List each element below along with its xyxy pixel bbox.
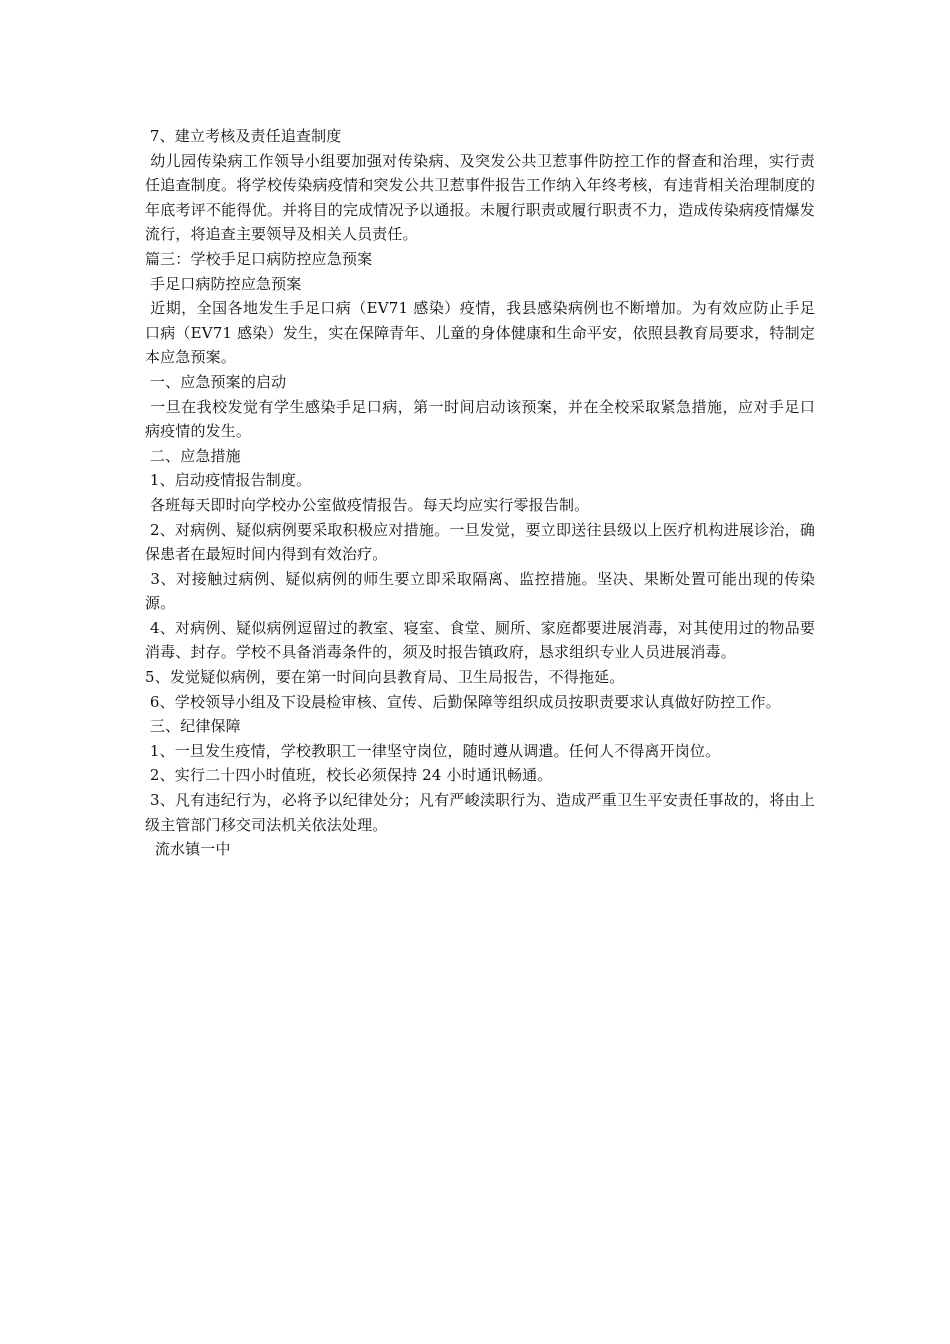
section-heading-3: 三、纪律保障: [145, 717, 241, 736]
article-title: 篇三：学校手足口病防控应急预案: [145, 249, 373, 268]
list-item-2: 2、对病例、疑似病例要采取积极应对措施。一旦发觉，要立即送往县级以上医疗机构进展诊治，确保患者在最短时间内得到有效治疗。: [145, 520, 815, 564]
paragraph-accountability: 幼儿园传染病工作领导小组要加强对传染病、及突发公共卫惹事件防控工作的督查和治理，实行责任追查制度。将学校传染病疫情和突发公共卫惹事件报告工作纳入年终考核，有违背相关治理制度的年底考评不能得优。并将目的完成情况予以通报。未履行职责或履行职责不力，造成传染病疫情爆发流行，将追查主要领导及相关人员责任。: [145, 151, 815, 244]
paragraph-daily-report: 各班每天即时向学校办公室做疫情报告。每天均应实行零报告制。: [145, 495, 590, 514]
plan-title: 手足口病防控应急预案: [145, 274, 302, 293]
list-item-4: 4、对病例、疑似病例逗留过的教室、寝室、食堂、厕所、家庭都要进展消毒，对其使用过的物品要消毒、封存。学校不具备消毒条件的，须及时报告镇政府，恳求组织专业人员进展消毒。: [145, 618, 815, 662]
list-item-6: 6、学校领导小组及下设晨检审核、宣传、后勤保障等组织成员按职责要求认真做好防控工作。: [145, 692, 781, 711]
discipline-item-1: 1、一旦发生疫情，学校教职工一律坚守岗位，随时遵从调遣。任何人不得离开岗位。: [145, 741, 721, 760]
discipline-item-3: 3、凡有违纪行为，必将予以纪律处分；凡有严峻渎职行为、造成严重卫生平安责任事故的，将由上级主管部门移交司法机关依法处理。: [145, 791, 815, 834]
signature-school-name: 流水镇一中: [145, 840, 231, 859]
document-body: [145, 124, 815, 862]
paragraph-activation: 一旦在我校发觉有学生感染手足口病，第一时间启动该预案，并在全校采取紧急措施，应对手足口病疫情的发生。: [145, 397, 815, 441]
list-item-5: 5、发觉疑似病例，要在第一时间向县教育局、卫生局报告，不得拖延。: [145, 668, 625, 687]
section-heading-2: 二、应急措施: [145, 446, 241, 465]
discipline-item-2: 2、实行二十四小时值班，校长必须保持 24 小时通讯畅通。: [145, 766, 553, 785]
section-heading-7: 7、建立考核及责任追查制度: [145, 127, 342, 145]
section-heading-1: 一、应急预案的启动: [145, 372, 287, 391]
list-item-3: 3、对接触过病例、疑似病例的师生要立即采取隔离、监控措施。坚决、果断处置可能出现的传染源。: [145, 569, 816, 613]
paragraph-intro: 近期，全国各地发生手足口病（EV71 感染）疫情，我县感染病例也不断增加。为有效应防止手足口病（EV71 感染）发生，实在保障青年、儿童的身体健康和生命平安，依照县教育局要求，特制定本应急预案。: [145, 299, 815, 367]
list-item-1: 1、启动疫情报告制度。: [145, 471, 312, 490]
